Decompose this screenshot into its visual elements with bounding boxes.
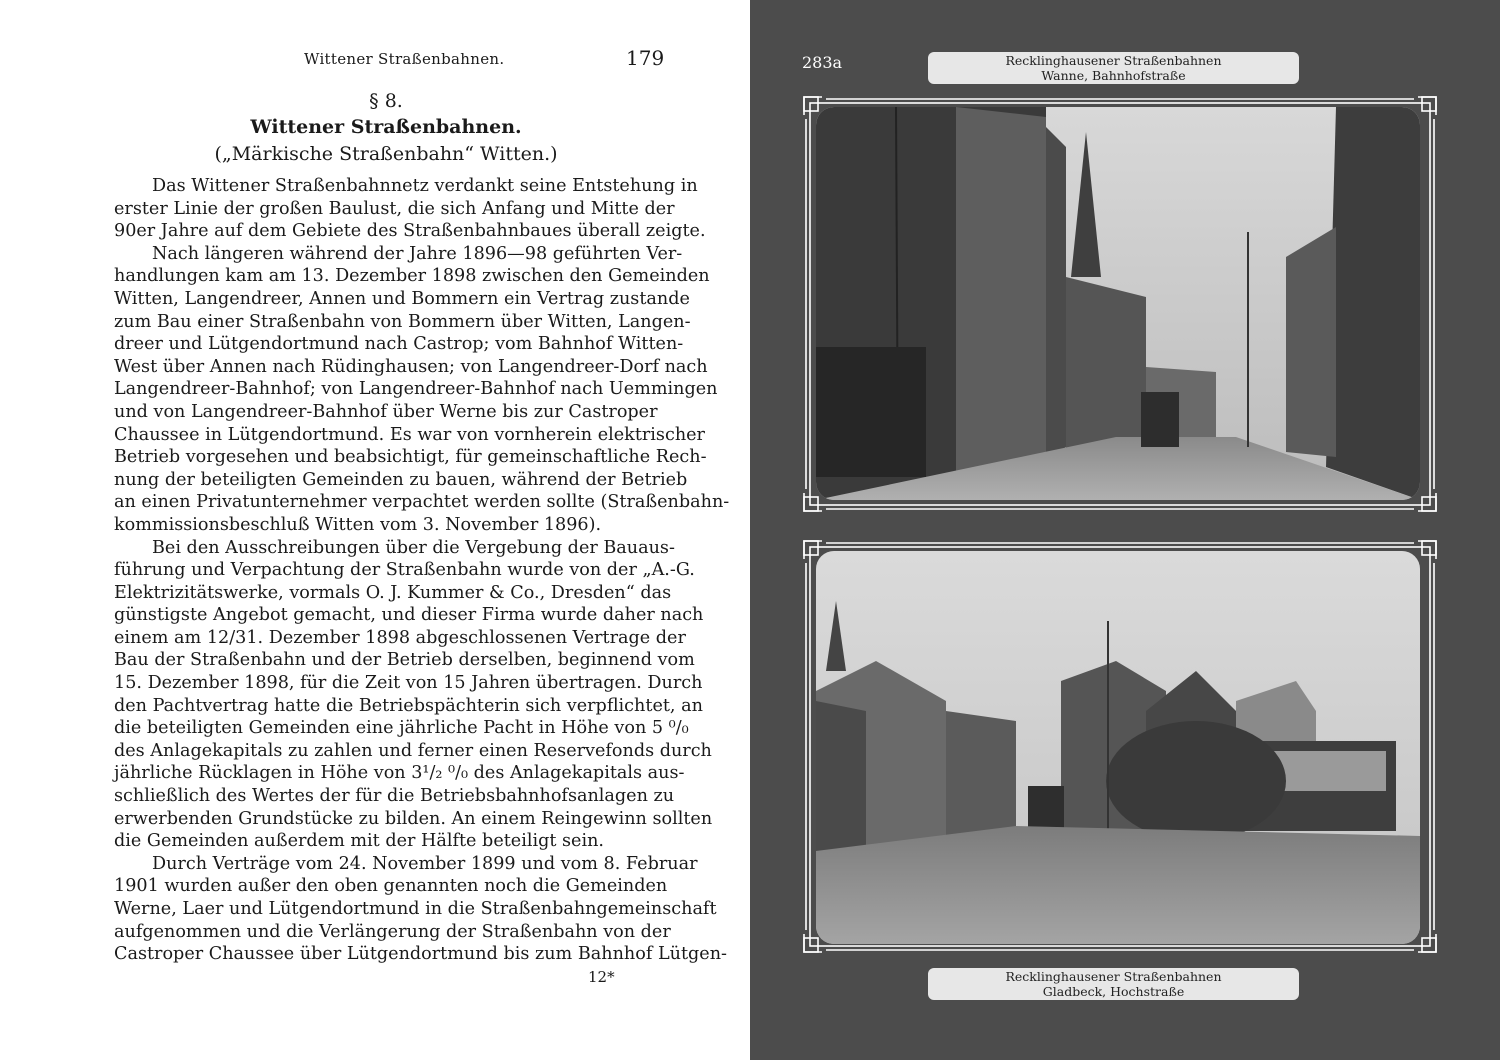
top-caption-line1: Recklinghausener Straßenbahnen <box>1005 53 1222 68</box>
section-mark: § 8. <box>369 90 403 112</box>
text-line: West über Annen nach Rüdinghausen; von Langendreer-Dorf nach <box>114 356 708 377</box>
text-line: nung der beteiligten Gemeinden zu bauen, während der Betrieb <box>114 469 688 490</box>
photo-gladbeck-hochstrasse <box>816 551 1420 944</box>
text-line: kommissionsbeschluß Witten vom 3. November 1896). <box>114 514 602 535</box>
text-line: erster Linie der großen Baulust, die sich Anfang und Mitte der <box>114 198 675 219</box>
text-line: den Pachtvertrag hatte die Betriebspächterin sich verpflichtet, an <box>114 695 703 716</box>
top-caption <box>928 52 1299 84</box>
text-line: Chaussee in Lütgendortmund. Es war von vornherein elektrischer <box>114 424 705 445</box>
text-line: dreer und Lütgendortmund nach Castrop; vom Bahnhof Witten- <box>114 334 684 355</box>
text-line: die beteiligten Gemeinden eine jährliche Pacht in Höhe von 5 ⁰/₀ <box>114 718 689 739</box>
text-line: einem am 12/31. Dezember 1898 abgeschlossenen Vertrage der <box>114 627 686 648</box>
text-line: zum Bau einer Straßenbahn von Bommern über Witten, Langen- <box>114 311 691 332</box>
bottom-caption-line2: Gladbeck, Hochstraße <box>1042 983 1185 999</box>
text-line: aufgenommen und die Verlängerung der Straßenbahn von der <box>114 921 671 942</box>
text-line: führung und Verpachtung der Straßenbahn wurde von der „A.-G. <box>114 560 695 581</box>
right-page <box>750 0 1500 1060</box>
text-line: 15. Dezember 1898, für die Zeit von 15 Jahren übertragen. Durch <box>114 673 703 694</box>
text-line: Nach längeren während der Jahre 1896—98 geführten Ver- <box>152 243 683 264</box>
text-line: Castroper Chaussee über Lütgendortmund bis zum Bahnhof Lütgen- <box>114 944 727 965</box>
street-photo-icon <box>816 107 1420 500</box>
text-line: Werne, Laer und Lütgendortmund in die Straßenbahngemeinschaft <box>114 899 717 919</box>
plate-number: 283a <box>802 53 843 72</box>
top-photo-frame <box>802 95 1438 513</box>
text-line: Elektrizitätswerke, vormals O. J. Kummer & Co., Dresden“ das <box>114 582 672 603</box>
text-line: Bau der Straßenbahn und der Betrieb derselben, beginnend vom <box>114 650 695 671</box>
body-text <box>114 175 730 966</box>
text-line: Witten, Langendreer, Annen und Bommern ein Vertrag zustande <box>114 288 690 309</box>
text-line: Das Wittener Straßenbahnnetz verdankt seine Entstehung in <box>152 176 698 196</box>
photo-wanne-bahnhofstrasse <box>816 107 1420 500</box>
bottom-caption <box>928 968 1299 1000</box>
text-line: Durch Verträge vom 24. November 1899 und vom 8. Februar <box>152 853 698 874</box>
text-line: Betrieb vorgesehen und beabsichtigt, für gemeinschaftliche Rech- <box>114 447 707 468</box>
chapter-title: Wittener Straßenbahnen. <box>250 116 522 138</box>
text-line: und von Langendreer-Bahnhof über Werne bis zur Castroper <box>114 401 658 422</box>
top-caption-line2: Wanne, Bahnhofstraße <box>1041 67 1186 83</box>
running-head: Wittener Straßenbahnen. <box>304 50 505 68</box>
text-line: günstigste Angebot gemacht, und dieser Firma wurde daher nach <box>114 605 704 626</box>
text-line: Langendreer-Bahnhof; von Langendreer-Bahnhof nach Uemmingen <box>114 379 718 400</box>
text-line: des Anlagekapitals zu zahlen und ferner einen Reservefonds durch <box>114 740 712 761</box>
text-line: Bei den Ausschreibungen über die Vergebung der Bauaus- <box>152 537 675 558</box>
page-number: 179 <box>626 46 665 70</box>
text-line: 90er Jahre auf dem Gebiete des Straßenbahnbaues überall zeigte. <box>114 221 706 242</box>
text-line: jährliche Rücklagen in Höhe von 3¹/₂ ⁰/₀ des Anlagekapitals aus- <box>114 763 685 784</box>
text-line: die Gemeinden außerdem mit der Hälfte beteiligt sein. <box>114 831 605 852</box>
text-line: an einen Privatunternehmer verpachtet werden sollte (Straßenbahn- <box>114 492 730 513</box>
chapter-subtitle: („Märkische Straßenbahn“ Witten.) <box>214 143 558 165</box>
bottom-photo-frame <box>802 539 1438 954</box>
street-photo-icon <box>816 551 1420 944</box>
bottom-caption-line1: Recklinghausener Straßenbahnen <box>1005 969 1222 984</box>
text-line: schließlich des Wertes der für die Betriebsbahnhofsanlagen zu <box>114 786 675 807</box>
signature-mark: 12* <box>588 968 615 986</box>
text-line: erwerbenden Grundstücke zu bilden. An einem Reingewinn sollten <box>114 808 713 829</box>
text-line: 1901 wurden außer den oben genannten noch die Gemeinden <box>114 876 668 897</box>
text-line: handlungen kam am 13. Dezember 1898 zwischen den Gemeinden <box>114 266 710 287</box>
